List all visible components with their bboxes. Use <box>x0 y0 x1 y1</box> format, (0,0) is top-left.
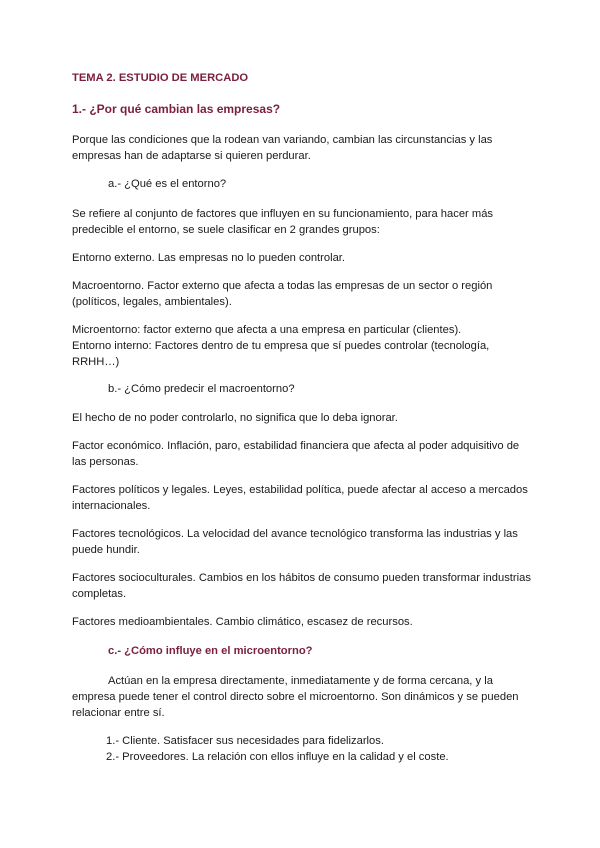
paragraph-line: (políticos, legales, ambientales). <box>72 296 232 308</box>
paragraph-line: completas. <box>72 588 127 600</box>
list-item: 1.- Cliente. Satisfacer sus necesidades para fidelizarlos. <box>106 735 384 747</box>
subheading: b.- ¿Cómo predecir el macroentorno? <box>108 383 295 395</box>
paragraph-line: relacionar entre sí. <box>72 707 165 719</box>
paragraph-line: Porque las condiciones que la rodean van variando, cambian las circunstancias y las <box>72 134 493 146</box>
paragraph-line: Se refiere al conjunto de factores que influyen en su funcionamiento, para hacer más <box>72 208 494 220</box>
paragraph-line: empresa puede tener el control directo sobre el microentorno. Son dinámicos y se pueden <box>72 691 519 703</box>
paragraph-line: Actúan en la empresa directamente, inmediatamente y de forma cercana, y la <box>108 675 493 687</box>
paragraph-line: empresas han de adaptarse si quieren perdurar. <box>72 150 311 162</box>
paragraph-line: predecible el entorno, se suele clasificar en 2 grandes grupos: <box>72 224 380 236</box>
document-title: TEMA 2. ESTUDIO DE MERCADO <box>72 72 249 84</box>
paragraph-line: Factores políticos y legales. Leyes, estabilidad política, puede afectar al acceso a mercados <box>72 484 528 496</box>
list-item: 2.- Proveedores. La relación con ellos influye en la calidad y el coste. <box>106 751 449 763</box>
paragraph-line: El hecho de no poder controlarlo, no significa que lo deba ignorar. <box>72 412 398 424</box>
subheading: a.- ¿Qué es el entorno? <box>108 178 227 190</box>
paragraph-line: puede hundir. <box>72 544 140 556</box>
paragraph-line: Factores socioculturales. Cambios en los hábitos de consumo pueden transformar industrias <box>72 572 531 584</box>
section-heading: 1.- ¿Por qué cambian las empresas? <box>72 102 281 116</box>
paragraph-line: Macroentorno. Factor externo que afecta a todas las empresas de un sector o región <box>72 280 493 292</box>
paragraph-line: Factor económico. Inflación, paro, estabilidad financiera que afecta al poder adquisitivo de <box>72 440 520 452</box>
paragraph-line: RRHH…) <box>72 356 120 368</box>
subheading: c.- ¿Cómo influye en el microentorno? <box>108 645 313 657</box>
paragraph-line: Microentorno: factor externo que afecta a una empresa en particular (clientes). <box>72 324 462 336</box>
paragraph-line: Entorno interno: Factores dentro de tu empresa que sí puedes controlar (tecnología, <box>72 340 490 352</box>
paragraph-line: Entorno externo. Las empresas no lo pueden controlar. <box>72 252 346 264</box>
paragraph-line: internacionales. <box>72 500 151 512</box>
paragraph-line: Factores medioambientales. Cambio climático, escasez de recursos. <box>72 616 413 628</box>
paragraph-line: Factores tecnológicos. La velocidad del avance tecnológico transforma las industrias y las <box>72 528 518 540</box>
paragraph-line: las personas. <box>72 456 139 468</box>
